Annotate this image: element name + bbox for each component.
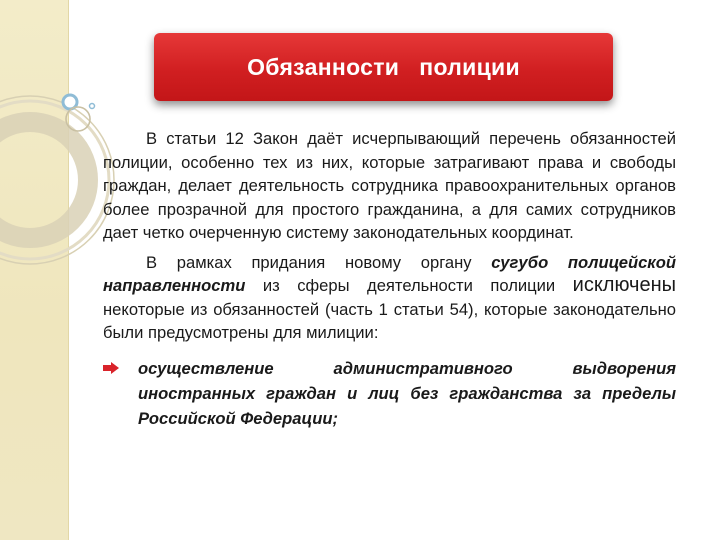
slide-body [103, 127, 676, 431]
paragraph-article-12: В статьи 12 Закон даёт исчерпывающий перечень обязанностей полиции, особенно тех из них, которые затрагивают права и свободы граждан, делает деятельность сотрудника правоохранительных органов более прозрачной для простого гражданина, а для самих сотрудников дает четко очерченную систему законодательных координат. [103, 129, 676, 242]
paragraph-lead-text: В рамках придания новому органу [146, 252, 492, 272]
excluded-keyword: исключены [572, 274, 676, 296]
paragraph-excluded-duties [103, 251, 676, 345]
bullet-text-deportation: осуществление административного выдворения иностранных граждан и лиц без гражданства за пределы Российской Федерации; [138, 358, 676, 428]
list-item [103, 356, 676, 431]
paragraph-middle-text: из сферы деятельности полиции [245, 276, 573, 295]
paragraph-tail-text: некоторые из обязанностей (часть 1 статьи 54), которые законодательно были предусмотрены для милиции: [103, 299, 676, 342]
emphasis-police-direction: сугубо полицейской направленности [103, 252, 676, 295]
title-banner [154, 33, 613, 101]
bullet-list [103, 356, 676, 431]
arrow-bullet-icon [103, 362, 119, 374]
slide-title: Обязанности полиции [247, 53, 520, 80]
